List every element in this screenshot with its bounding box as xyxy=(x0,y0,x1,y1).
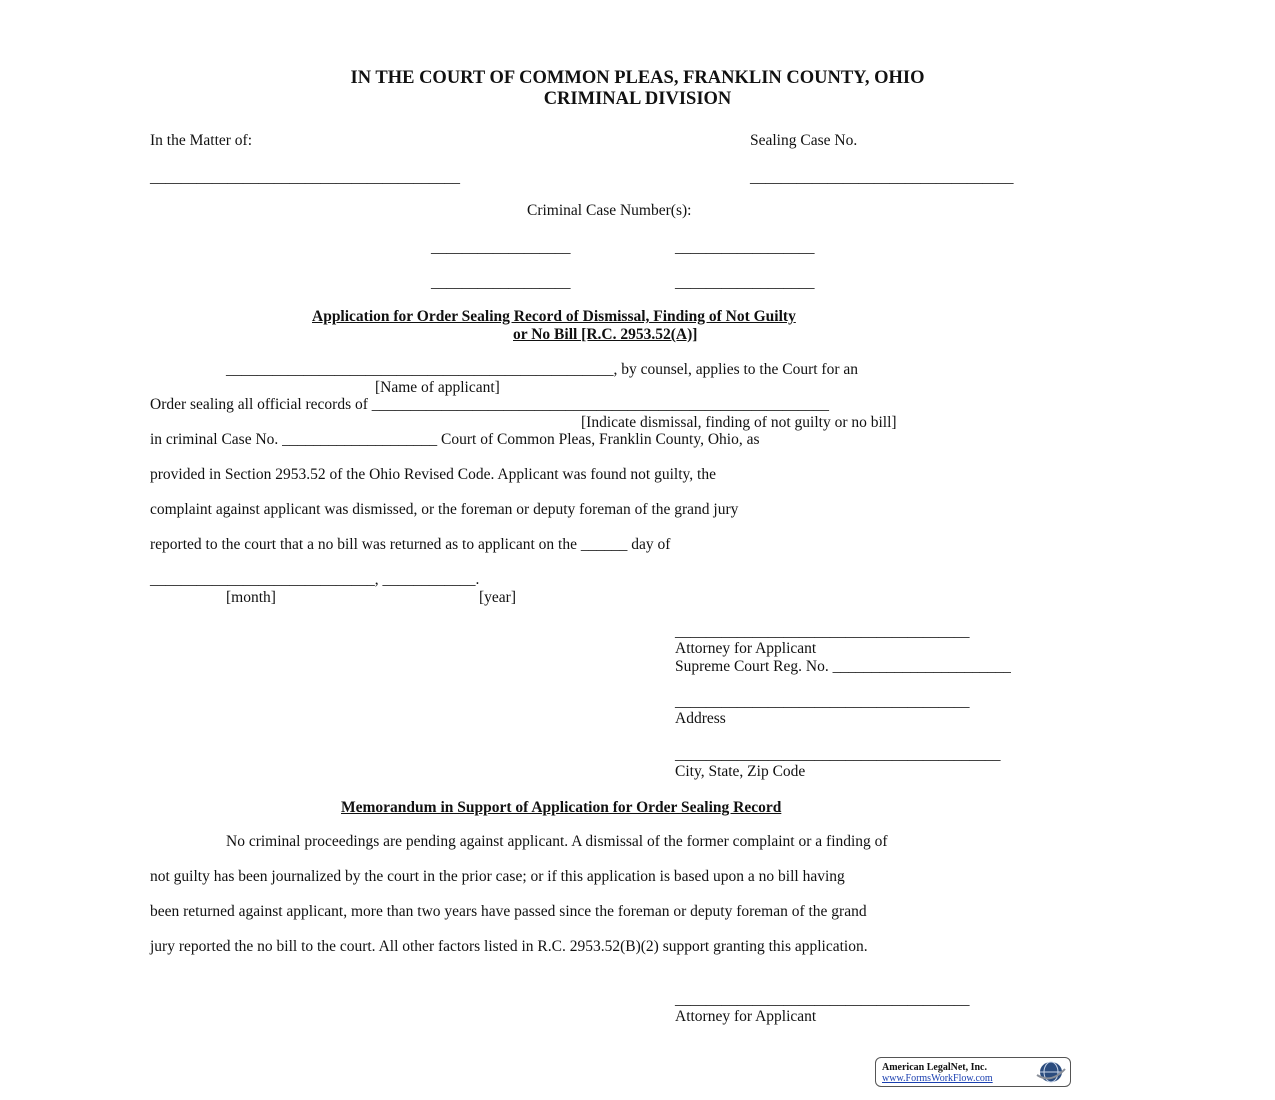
reg-no-line[interactable]: Supreme Court Reg. No. _______________________ xyxy=(675,658,1011,675)
applicant-name-hint: [Name of applicant] xyxy=(375,379,500,396)
court-title: IN THE COURT OF COMMON PLEAS, FRANKLIN COUNTY, OHIO xyxy=(350,68,925,88)
body-line-5: complaint against applicant was dismissed, or the foreman or deputy foreman of the grand jury xyxy=(150,501,739,518)
case-blank-2[interactable]: __________________ xyxy=(675,239,815,256)
memo-signature-line[interactable]: ______________________________________ xyxy=(675,991,970,1008)
year-hint: [year] xyxy=(479,589,516,606)
memo-line-3: been returned against applicant, more than two years have passed since the foreman or deputy foreman of the grand xyxy=(150,903,867,920)
globe-icon xyxy=(1034,1060,1068,1084)
attorney-label: Attorney for Applicant xyxy=(675,640,817,657)
case-no-line[interactable]: in criminal Case No. ____________________ Court of Common Pleas, Franklin County, Ohio, as xyxy=(150,431,760,448)
case-blank-4[interactable]: __________________ xyxy=(675,274,815,291)
date-line[interactable]: _____________________________, ____________. xyxy=(150,571,480,588)
memorandum-title: Memorandum in Support of Application for Order Sealing Record xyxy=(341,799,782,816)
memo-attorney-label: Attorney for Applicant xyxy=(675,1008,817,1025)
matter-label: In the Matter of: xyxy=(150,132,253,149)
address-label: Address xyxy=(675,710,726,727)
matter-blank[interactable]: ________________________________________ xyxy=(150,169,460,186)
applicant-line[interactable]: __________________________________________________, by counsel, applies to the Court for an xyxy=(226,361,859,378)
logo-company-name: American LegalNet, Inc. xyxy=(882,1062,987,1073)
sealing-case-label: Sealing Case No. xyxy=(750,132,858,149)
city-line[interactable]: __________________________________________ xyxy=(675,746,1001,763)
division-title: CRIMINAL DIVISION xyxy=(543,89,732,109)
address-line[interactable]: ______________________________________ xyxy=(675,693,970,710)
memo-line-4: jury reported the no bill to the court. All other factors listed in R.C. 2953.52(B)(2) support granting this application. xyxy=(150,938,868,955)
records-line[interactable]: Order sealing all official records of ___________________________________________________________ xyxy=(150,396,830,413)
body-line-6[interactable]: reported to the court that a no bill was returned as to applicant on the ______ day of xyxy=(150,536,671,553)
sealing-case-blank[interactable]: __________________________________ xyxy=(750,169,1014,186)
case-blank-3[interactable]: __________________ xyxy=(431,274,571,291)
logo-url-link[interactable]: www.FormsWorkFlow.com xyxy=(882,1073,993,1084)
criminal-case-label: Criminal Case Number(s): xyxy=(527,202,692,219)
city-label: City, State, Zip Code xyxy=(675,763,806,780)
memo-line-2: not guilty has been journalized by the court in the prior case; or if this application is based upon a no bill having xyxy=(150,868,845,885)
memo-line-1: No criminal proceedings are pending against applicant. A dismissal of the former complaint or a finding of xyxy=(226,833,888,850)
application-title-line1: Application for Order Sealing Record of Dismissal, Finding of Not Guilty xyxy=(312,308,796,325)
attorney-signature-line[interactable]: ______________________________________ xyxy=(675,623,970,640)
month-hint: [month] xyxy=(226,589,276,606)
application-title-line2: or No Bill [R.C. 2953.52(A)] xyxy=(513,326,698,343)
body-line-4: provided in Section 2953.52 of the Ohio Revised Code. Applicant was found not guilty, the xyxy=(150,466,716,483)
american-legalnet-logo[interactable] xyxy=(875,1057,1071,1087)
case-blank-1[interactable]: __________________ xyxy=(431,239,571,256)
indicate-hint: [Indicate dismissal, finding of not guilty or no bill] xyxy=(581,414,897,431)
